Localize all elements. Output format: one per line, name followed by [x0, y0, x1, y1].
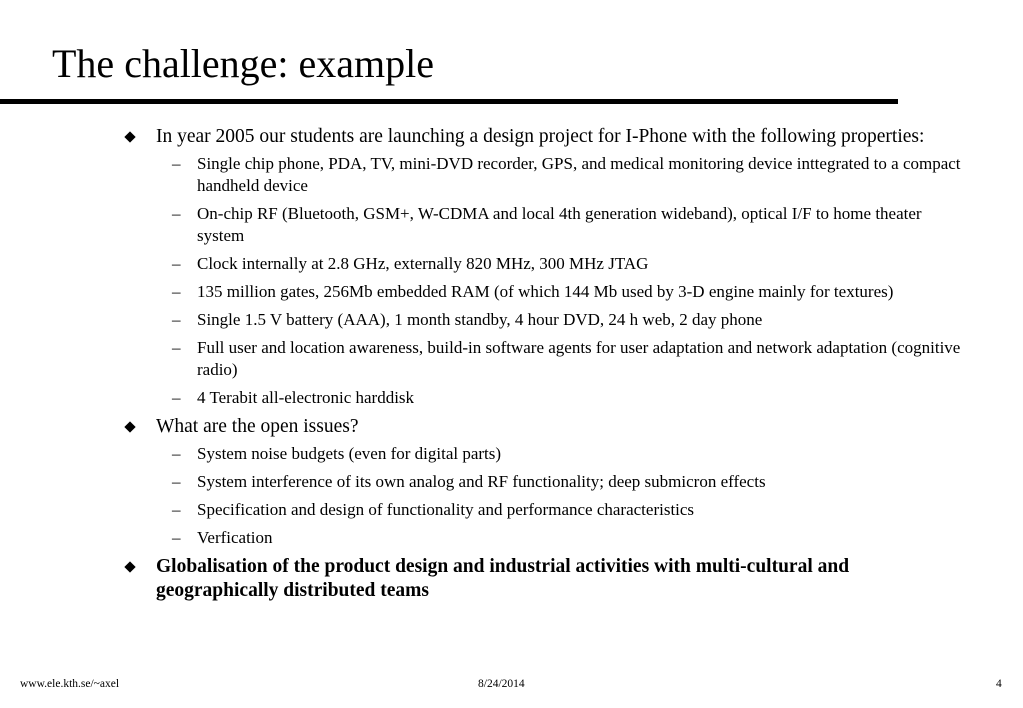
- bullet-open-issues: [120, 415, 970, 549]
- sub-item: – System interference of its own analog and RF functionality; deep submicron effects: [172, 472, 766, 491]
- bullet-text: In year 2005 our students are launching a design project for I-Phone with the following properties:: [156, 126, 925, 147]
- dash-marker: –: [172, 154, 181, 173]
- bullet-globalisation: [120, 555, 970, 603]
- properties-list: [156, 153, 970, 409]
- dash-marker: –: [172, 282, 181, 301]
- dash-marker: –: [172, 500, 181, 519]
- sub-item: – 4 Terabit all-electronic harddisk: [172, 388, 415, 407]
- open-issues-list: [156, 443, 970, 549]
- dash-marker: –: [172, 528, 181, 547]
- footer-url: www.ele.kth.se/~axel: [20, 678, 120, 690]
- title-underline: [0, 99, 898, 104]
- sub-item: – 135 million gates, 256Mb embedded RAM (of which 144 Mb used by 3-D engine mainly for textures): [172, 282, 894, 301]
- dash-marker: –: [172, 204, 181, 223]
- bullet-text: Globalisation of the product design and industrial activities with multi-cultural and geographically distributed teams: [156, 556, 850, 601]
- bullet-text: What are the open issues?: [156, 416, 359, 437]
- diamond-bullet-icon: [124, 131, 135, 142]
- sub-item: – System noise budgets (even for digital parts): [172, 444, 502, 463]
- dash-marker: –: [172, 388, 181, 407]
- slide-content: [120, 125, 970, 607]
- footer-date: 8/24/2014: [478, 678, 525, 690]
- dash-marker: –: [172, 338, 181, 357]
- slide-title: The challenge: example: [52, 41, 435, 86]
- sub-item: – On-chip RF (Bluetooth, GSM+, W-CDMA and local 4th generation wideband), optical I/F to home theater system: [172, 204, 922, 245]
- footer-page-number: 4: [996, 678, 1002, 690]
- sub-item: – Full user and location awareness, build-in software agents for user adaptation and network adaptation (cognitive radio): [172, 338, 961, 379]
- sub-item: – Single chip phone, PDA, TV, mini-DVD recorder, GPS, and medical monitoring device inttegrated to a compact handheld device: [172, 154, 961, 195]
- bullet-design-project: [120, 125, 970, 409]
- diamond-bullet-icon: [124, 421, 135, 432]
- dash-marker: –: [172, 254, 181, 273]
- dash-marker: –: [172, 310, 181, 329]
- dash-marker: –: [172, 472, 181, 491]
- dash-marker: –: [172, 444, 181, 463]
- sub-item: – Verfication: [172, 528, 273, 547]
- sub-item: – Specification and design of functionality and performance characteristics: [172, 500, 695, 519]
- diamond-bullet-icon: [124, 561, 135, 572]
- sub-item: – Single 1.5 V battery (AAA), 1 month standby, 4 hour DVD, 24 h web, 2 day phone: [172, 310, 763, 329]
- sub-item: – Clock internally at 2.8 GHz, externally 820 MHz, 300 MHz JTAG: [172, 254, 649, 273]
